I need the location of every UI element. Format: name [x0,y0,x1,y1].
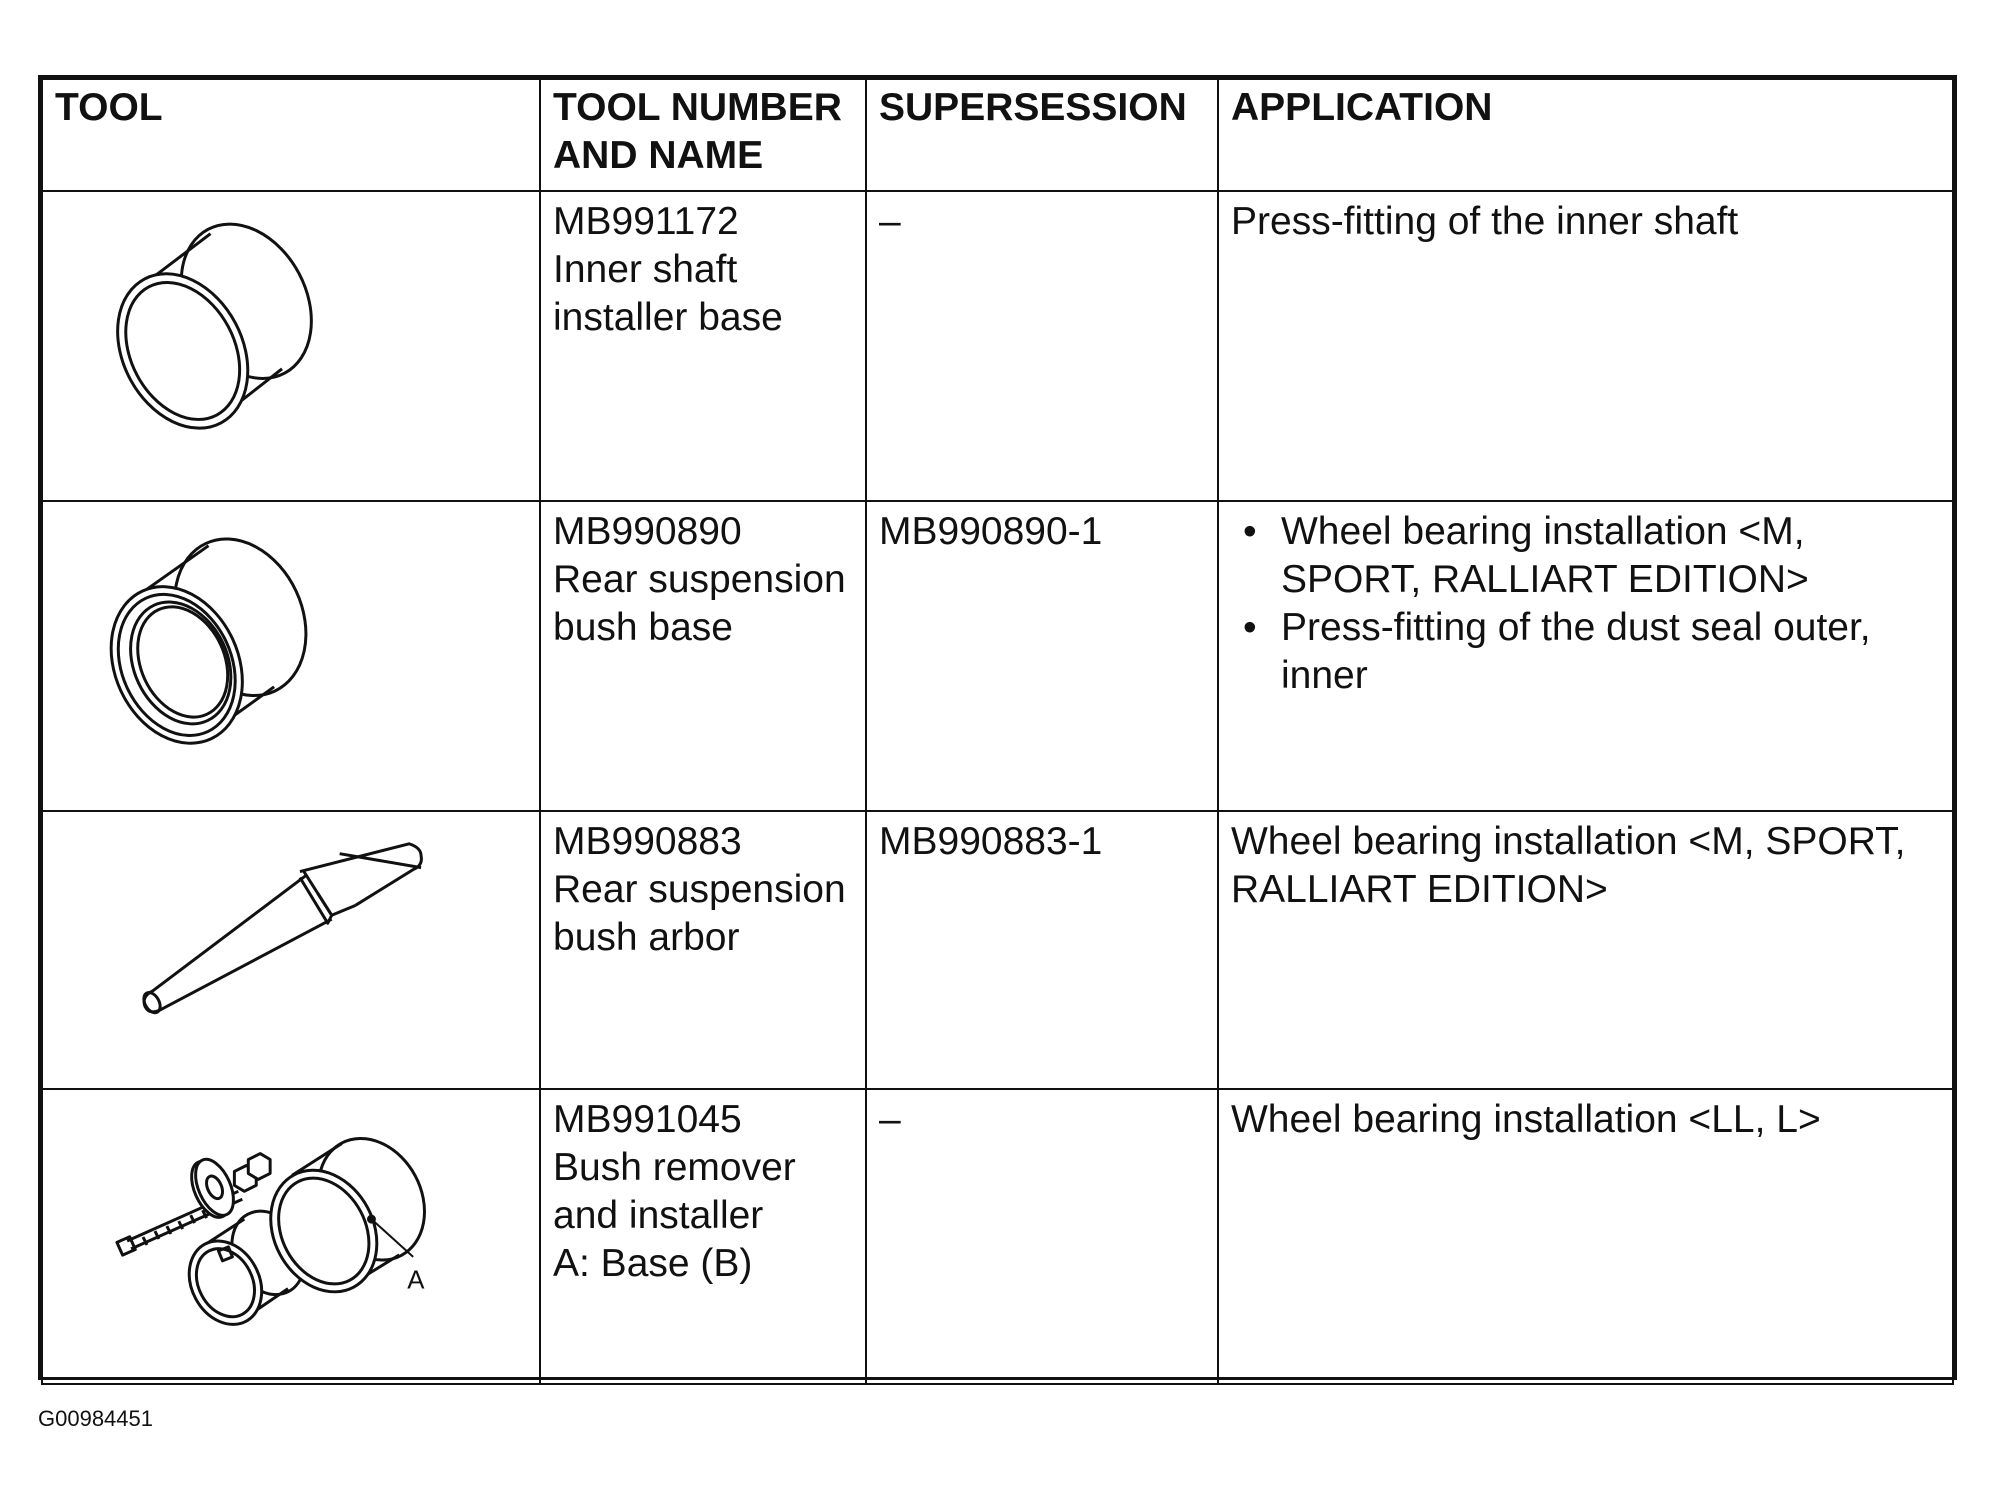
tool-number-and-name: MB990883 Rear suspension bush arbor [540,811,866,1089]
header-tool: TOOL [42,79,540,191]
list-item: • Press-fitting of the dust seal outer, inner [1281,604,1942,700]
tool-illustration-cell [42,1089,540,1384]
callout-label-a: A [407,1266,425,1295]
application-text: Wheel bearing installation <LL, L> [1218,1089,1953,1384]
application-bullet-list [1231,508,1942,700]
tool-illustration-cell [42,811,540,1089]
supersession-value: – [866,1089,1218,1384]
bush-base-cylinder-icon [43,502,539,810]
special-tools-table-frame [38,75,1957,1380]
tool-number-and-name: MB991172 Inner shaft installer base [540,191,866,501]
tool-number-and-name: MB990890 Rear suspension bush base [540,501,866,811]
header-application: APPLICATION [1218,79,1953,191]
figure-id: G00984451 [38,1406,153,1431]
bush-remover-installer-kit-icon [43,1090,539,1383]
table-row [42,1089,1953,1384]
list-item: • Wheel bearing installation <M, SPORT, RALLIART EDITION> [1281,508,1942,604]
table-row [42,811,1953,1089]
tool-number-and-name: MB991045 Bush remover and installer A: Base (B) [540,1089,866,1384]
header-tool-number-and-name: TOOL NUMBER AND NAME [540,79,866,191]
special-tools-table [41,78,1954,1385]
installer-base-cylinder-icon [43,192,539,500]
tool-illustration-cell [42,191,540,501]
header-supersession: SUPERSESSION [866,79,1218,191]
application-text: Wheel bearing installation <M, SPORT, RALLIART EDITION> [1218,811,1953,1089]
supersession-value: MB990883-1 [866,811,1218,1089]
table-header-row [42,79,1953,191]
application-text [1218,501,1953,811]
supersession-value: MB990890-1 [866,501,1218,811]
table-row [42,501,1953,811]
application-text: Press-fitting of the inner shaft [1218,191,1953,501]
table-row [42,191,1953,501]
supersession-value: – [866,191,1218,501]
tool-illustration-cell [42,501,540,811]
bush-arbor-rod-icon [43,812,539,1088]
